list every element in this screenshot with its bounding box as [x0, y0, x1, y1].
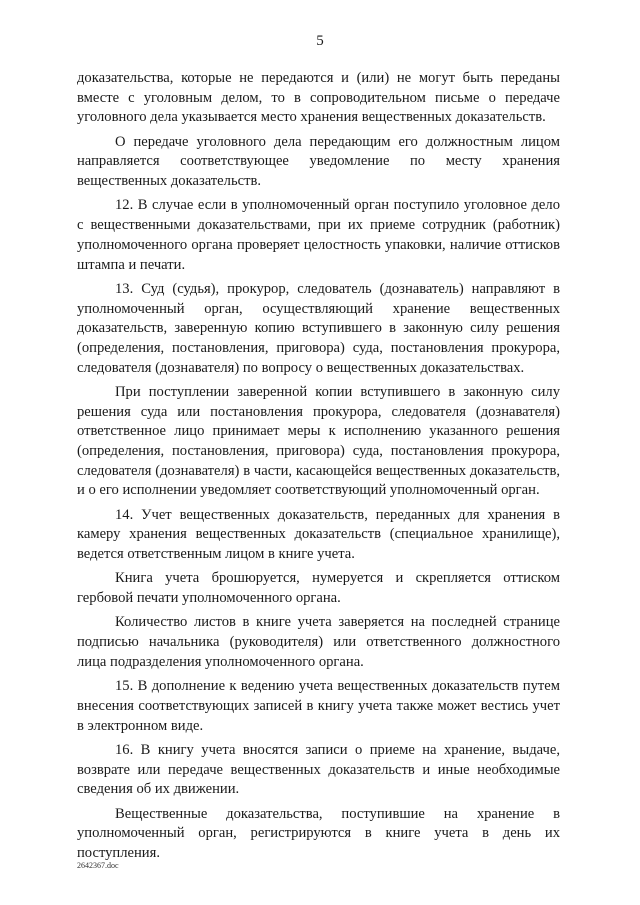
paragraph-decision-execution: При поступлении заверенной копии вступившего в законную силу решения суда или постановления прокурора, следователя (дознавателя) ответственное лицо принимает меры к исполнению указанного решения (определения, постановления, приговора) суда, постановления прокурора, следователя (дознавателя) в части, касающейся вещественных доказательств, и о его исполнении уведомляет соответствующий уполномоченный орган.	[77, 383, 560, 499]
paragraph-registration: Вещественные доказательства, поступившие на хранение в уполномоченный орган, регистрируются в книге учета в день их поступления.	[77, 805, 560, 861]
paragraph-item-12: 12. В случае если в уполномоченный орган поступило уголовное дело с вещественными доказательствами, при их приеме сотрудник (работник) уполномоченного органа проверяет целостность упаковки, наличие оттисков штампа и печати.	[77, 197, 560, 273]
paragraph-item-13: 13. Суд (судья), прокурор, следователь (дознаватель) направляют в уполномоченный орган, осуществляющий хранение вещественных доказательств, заверенную копию вступившего в законную силу решения (определения, постановления, приговора) суда, постановления прокурора, следователя (дознавателя) по вопросу о вещественных доказательствах.	[77, 280, 560, 376]
paragraph-book-binding: Книга учета брошюруется, нумеруется и скрепляется оттиском гербовой печати уполномоченного органа.	[77, 570, 560, 607]
file-name-footer: 2642367.doc	[77, 861, 119, 870]
paragraph-item-16: 16. В книгу учета вносятся записи о приеме на хранение, выдаче, возврате или передаче вещественных доказательств и иные необходимые сведения об их движении.	[77, 741, 560, 798]
paragraph-sheet-count: Количество листов в книге учета заверяется на последней странице подписью начальника (руководителя) или ответственного должностного лица подразделения уполномоченного органа.	[77, 614, 560, 670]
paragraph-notice: О передаче уголовного дела передающим его должностным лицом направляется соответствующее уведомление по месту хранения вещественных доказательств.	[77, 133, 560, 190]
paragraph-continuation: доказательства, которые не передаются и (или) не могут быть переданы вместе с уголовным делом, то в сопроводительном письме о передаче уголовного дела указывается место хранения вещественных доказательств.	[77, 70, 560, 126]
paragraph-item-15: 15. В дополнение к ведению учета вещественных доказательств путем внесения соответствующих записей в книгу учета также может вестись учет в электронном виде.	[77, 678, 560, 734]
document-body	[77, 69, 560, 868]
page-number: 5	[316, 33, 324, 49]
paragraph-item-14: 14. Учет вещественных доказательств, переданных для хранения в камеру хранения вещественных доказательств (специальное хранилище), ведется ответственным лицом в книге учета.	[77, 506, 560, 563]
